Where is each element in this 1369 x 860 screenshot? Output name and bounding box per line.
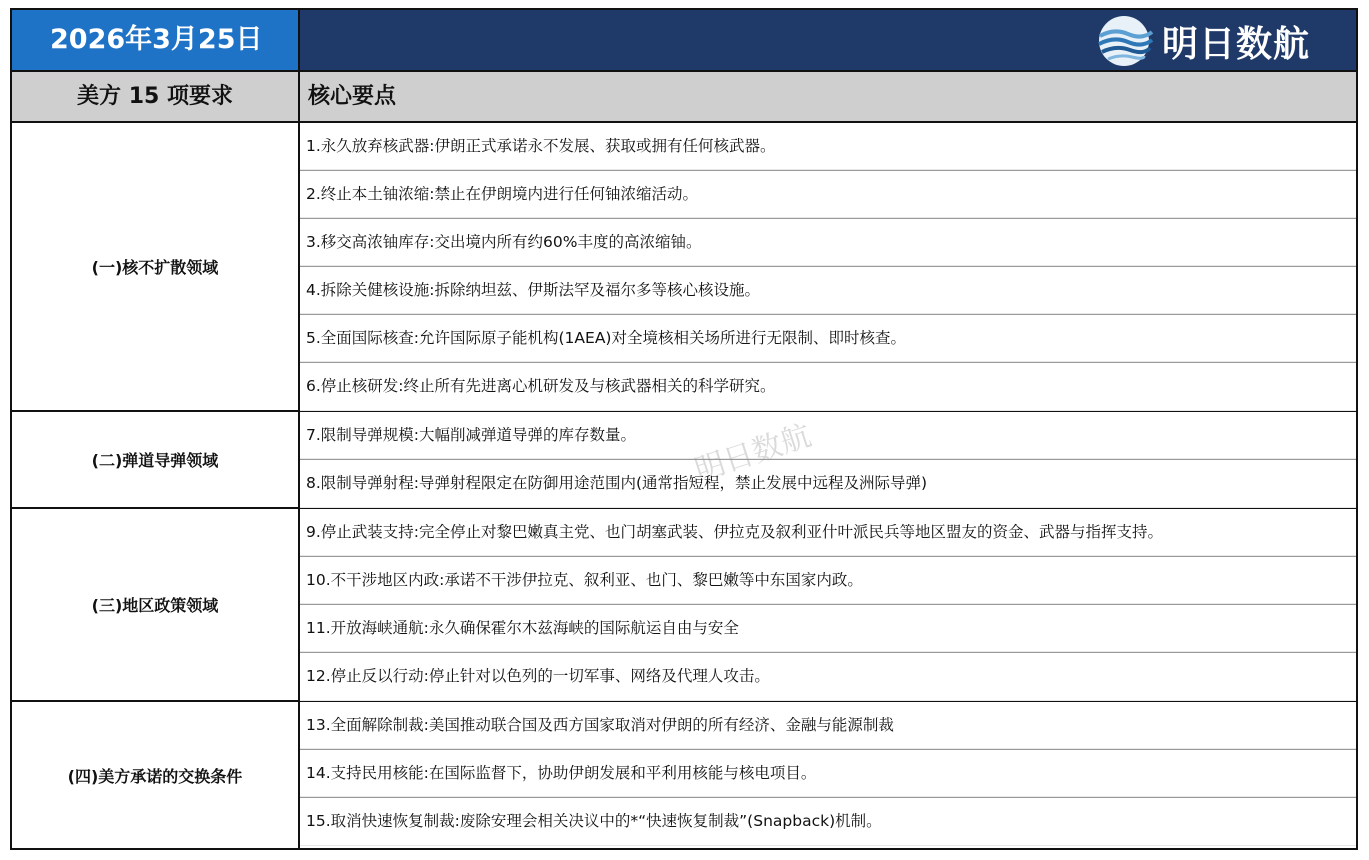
table-row: 12.停止反以行动:停止针对以色列的一切军事、网络及代理人攻击。 [300,653,1356,701]
table-row: 2.终止本土铀浓缩:禁止在伊朗境内进行任何铀浓缩活动。 [300,171,1356,219]
table-row: 5.全面国际核查:允许国际原子能机构(1AEA)对全境核相关场所进行无限制、即时核查。 [300,315,1356,363]
date-label: 2026年3月25日 [12,10,300,70]
category-group-nonproliferation [12,123,1356,412]
table-row: 13.全面解除制裁:美国推动联合国及西方国家取消对伊朗的所有经济、金融与能源制裁 [300,702,1356,750]
table-row: 7.限制导弹规模:大幅削减弹道导弹的库存数量。 [300,412,1356,460]
category-group-regional-policy [12,509,1356,702]
table-row: 1.永久放弃核武器:伊朗正式承诺永不发展、获取或拥有任何核武器。 [300,123,1356,171]
category-label: (二)弹道导弹领域 [12,412,300,507]
category-group-ballistic-missiles [12,412,1356,509]
table-row: 11.开放海峡通航:永久确保霍尔木兹海峡的国际航运自由与安全 [300,605,1356,653]
table-row: 9.停止武装支持:完全停止对黎巴嫩真主党、也门胡塞武装、伊拉克及叙利亚什叶派民兵等地区盟友的资金、武器与指挥支持。 [300,509,1356,557]
column-header-requirements: 美方 15 项要求 [12,72,300,121]
table-row: 14.支持民用核能:在国际监督下，协助伊朗发展和平利用核能与核电项目。 [300,750,1356,798]
watermark: 明日数航 [690,418,816,489]
table-header-row [12,70,1356,123]
table-row: 8.限制导弹射程:导弹射程限定在防御用途范围内(通常指短程，禁止发展中远程及洲际导弹) [300,460,1356,508]
category-label: (一)核不扩散领域 [12,123,300,410]
document-frame [10,8,1358,850]
table-row: 4.拆除关健核设施:拆除纳坦兹、伊斯法罕及福尔多等核心核设施。 [300,267,1356,315]
globe-wave-icon [1094,14,1154,68]
category-label: (四)美方承诺的交换条件 [12,702,300,848]
table-row: 6.停止核研发:终止所有先进离心机研发及与核武器相关的科学研究。 [300,363,1356,411]
table-row: 15.取消快速恢复制裁:废除安理会相关决议中的*“快速恢复制裁”(Snapback)机制。 [300,798,1356,846]
column-header-key-points: 核心要点 [308,84,397,109]
brand-logo [1094,14,1310,68]
brand-name: 明日数航 [1161,23,1310,65]
table-row: 3.移交高浓铀库存:交出境内所有约60%丰度的高浓缩铀。 [300,219,1356,267]
category-label: (三)地区政策领域 [12,509,300,700]
category-group-us-commitments [12,702,1356,848]
title-bar [12,10,1356,70]
table-row: 10.不干涉地区内政:承诺不干涉伊拉克、叙利亚、也门、黎巴嫩等中东国家内政。 [300,557,1356,605]
